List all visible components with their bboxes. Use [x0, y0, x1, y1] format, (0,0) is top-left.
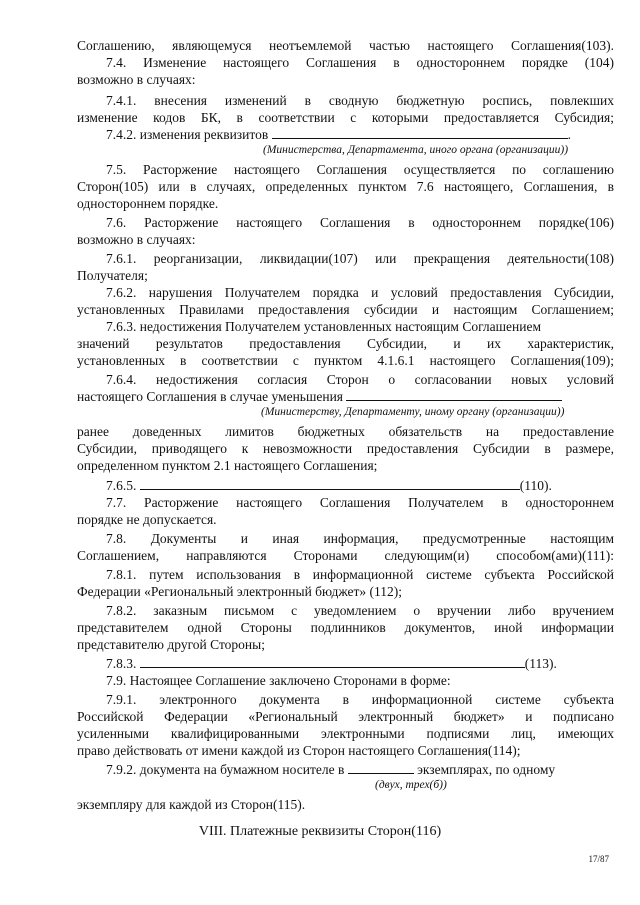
text-line: Получателя;: [77, 268, 148, 283]
clause-7-6-2: 7.6.2. нарушения Получателем порядка и условий предоставления Субсидии,: [106, 285, 614, 300]
fill-blank: [272, 127, 568, 139]
clause-7-9-1: 7.9.1. электронного документа в информационной системе субъекта: [106, 692, 614, 707]
text-line: изменение кодов БК, в соответствии с которыми предоставляется Субсидия;: [77, 110, 614, 125]
clause-7-6-5: 7.6.5. (110).: [106, 478, 552, 493]
text-line: Соглашением, направляются Сторонами следующим(и) способом(ами)(111):: [77, 548, 614, 563]
text-line: экземпляру для каждой из Сторон(115).: [77, 797, 306, 812]
text-line: Российской Федерации «Региональный электронный бюджет» и подписано: [77, 709, 614, 724]
clause-7-6: 7.6. Расторжение настоящего Соглашения в одностороннем порядке(106): [106, 215, 614, 230]
clause-7-8-2: 7.8.2. заказным письмом с уведомлением о вручении либо вручением: [106, 603, 614, 618]
text-line: Субсидии, приводящего к невозможности предоставления Субсидии в размере,: [77, 441, 614, 456]
clause-7-9: 7.9. Настоящее Соглашение заключено Сторонами в форме:: [106, 673, 451, 688]
clause-7-5: 7.5. Расторжение настоящего Соглашения осуществляется по соглашению: [106, 162, 614, 177]
text-line: установленных в соответствии с пунктом 4.1.6.1 настоящего Соглашения(109);: [77, 353, 614, 368]
text-line: представителем одной Стороны подлинников документов, иной информации: [77, 620, 614, 635]
footnote-caption: (Министерству, Департаменту, иному органу (организации)): [261, 406, 565, 418]
text-line: Сторон(105) или в случаях, определенных пунктом 7.6 настоящего, Соглашения, в: [77, 179, 614, 194]
clause-7-4-1: 7.4.1. внесения изменений в сводную бюджетную роспись, повлекших: [106, 93, 614, 108]
text-line: одностороннем порядке.: [77, 196, 219, 211]
text-line: значений результатов предоставления Субсидии, и их характеристик,: [77, 336, 614, 351]
footnote-caption: (Министерства, Департамента, иного органа (организации)): [263, 144, 569, 156]
text-line: усиленными квалифицированными электронными подписями лиц, имеющих: [77, 726, 614, 741]
clause-7-8-1: 7.8.1. путем использования в информационной системе субъекта Российской: [106, 567, 614, 582]
clause-7-6-3: 7.6.3. недостижения Получателем установленных настоящим Соглашением: [106, 319, 542, 334]
text-line: настоящего Соглашения в случае уменьшения: [77, 389, 614, 405]
text-line: право действовать от имени каждой из Сторон настоящего Соглашения(114);: [77, 743, 521, 758]
text-line: представителю другой Стороны;: [77, 637, 265, 652]
clause-7-4: 7.4. Изменение настоящего Соглашения в одностороннем порядке (104): [106, 55, 614, 70]
clause-7-8: 7.8. Документы и иная информация, предусмотренные настоящим: [106, 531, 614, 546]
section-heading: VIII. Платежные реквизиты Сторон(116): [198, 824, 442, 839]
clause-7-6-4: 7.6.4. недостижения согласия Сторон о согласовании новых условий: [106, 372, 614, 387]
page-number: 17/87: [588, 854, 609, 864]
clause-7-9-2: 7.9.2. документа на бумажном носителе в экземплярах, по одному: [106, 762, 556, 777]
text-line: возможно в случаях:: [77, 232, 196, 247]
fill-blank: [348, 762, 414, 774]
clause-7-8-3: 7.8.3. (113).: [106, 656, 557, 671]
clause-7-7: 7.7. Расторжение настоящего Соглашения Получателем в одностороннем: [106, 495, 614, 510]
clause-7-4-2: 7.4.2. изменения реквизитов .: [106, 127, 571, 142]
text-line: возможно в случаях:: [77, 72, 196, 87]
text-line: ранее доведенных лимитов бюджетных обязательств на предоставление: [77, 424, 614, 439]
text-line: порядке не допускается.: [77, 512, 217, 527]
fill-blank: [346, 389, 562, 401]
text-line: Федерации «Региональный электронный бюджет» (112);: [77, 584, 402, 599]
clause-7-6-1: 7.6.1. реорганизации, ликвидации(107) или прекращения деятельности(108): [106, 251, 614, 266]
text-line: Соглашению, являющемуся неотъемлемой частью настоящего Соглашения(103).: [77, 38, 614, 53]
footnote-caption: (двух, трех(б)): [375, 779, 447, 791]
fill-blank: [140, 478, 520, 490]
fill-blank: [140, 656, 525, 668]
text-line: установленных Правилами предоставления субсидии и настоящим Соглашением;: [77, 302, 614, 317]
text-line: определенном пунктом 2.1 настоящего Соглашения;: [77, 458, 378, 473]
